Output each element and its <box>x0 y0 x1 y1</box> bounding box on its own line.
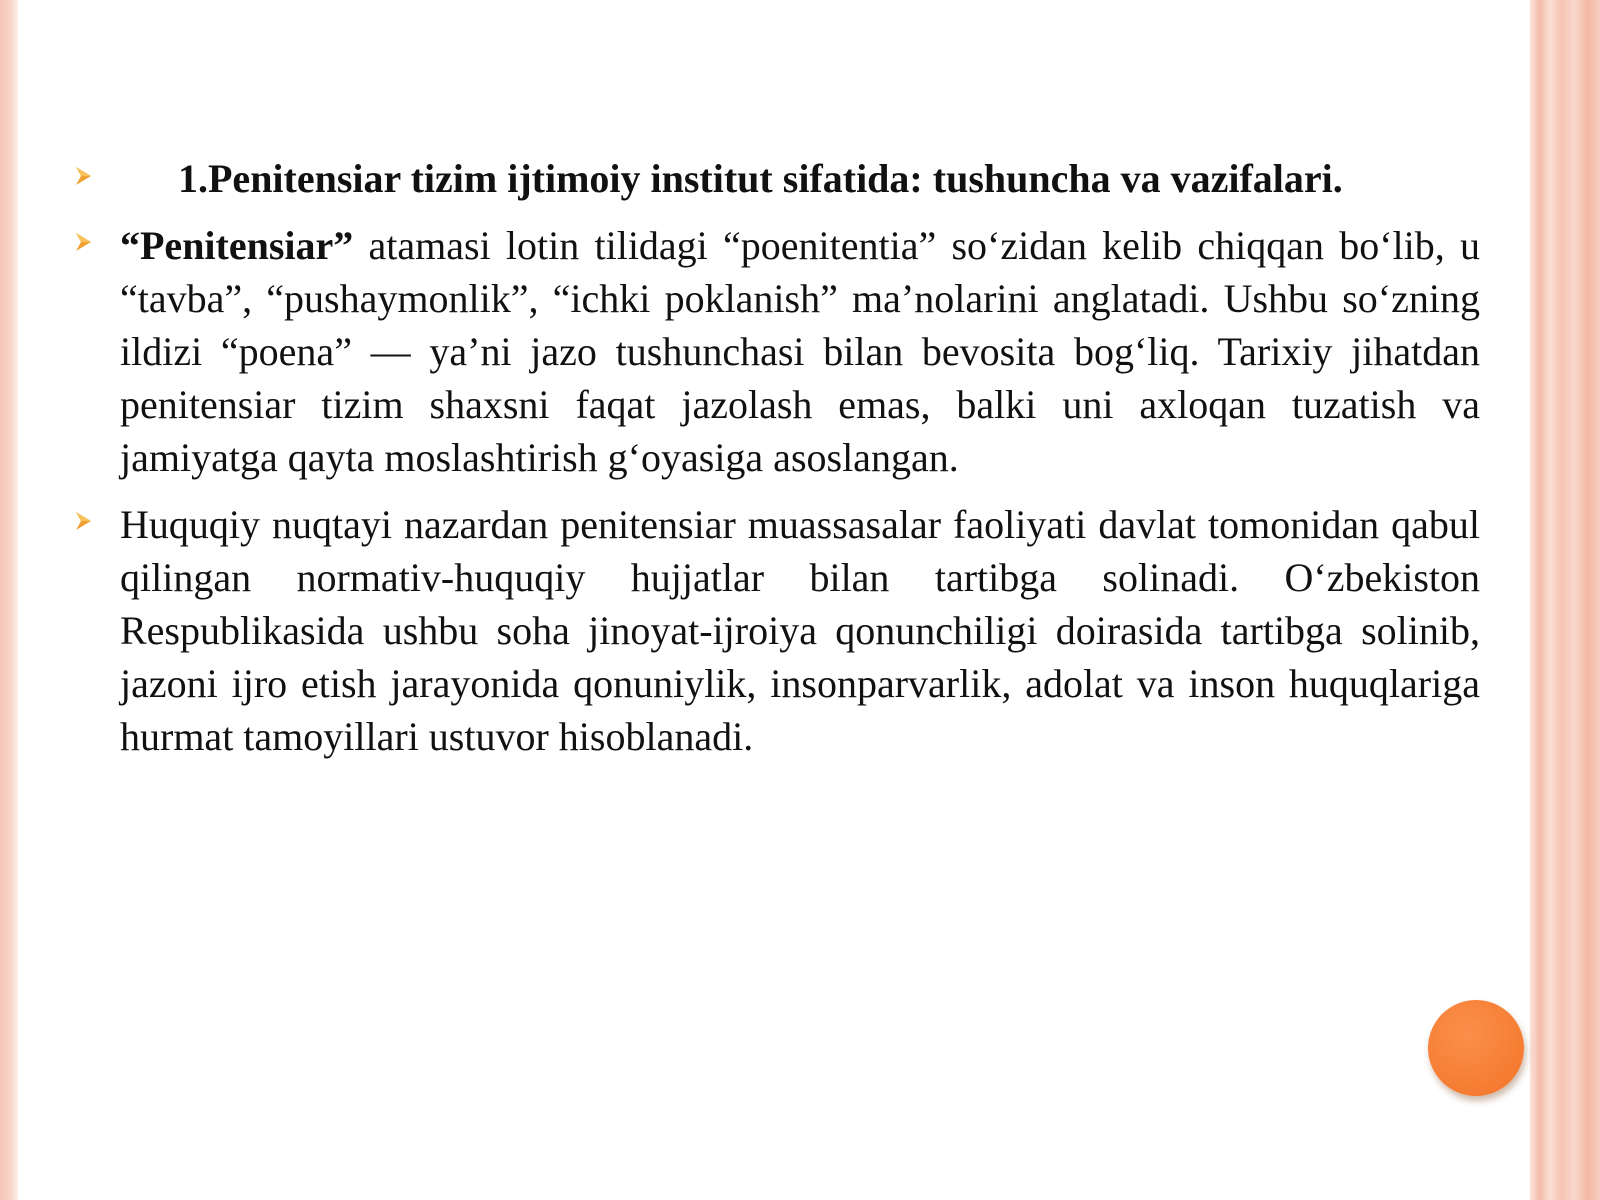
paragraph-1 <box>70 219 1480 484</box>
paragraph-1-bold-lead: “Penitensiar” <box>120 223 354 268</box>
arrowhead-bullet-icon <box>74 510 92 532</box>
arrowhead-bullet-icon <box>74 165 92 187</box>
paragraph-2 <box>70 498 1480 763</box>
arrowhead-bullet-icon <box>74 231 92 253</box>
left-decorative-border <box>0 0 18 1200</box>
right-decorative-border <box>1530 0 1600 1200</box>
orange-circle-decoration <box>1428 1000 1524 1096</box>
paragraph-2-text: Huquqiy nuqtayi nazardan penitensiar muassasalar faoliyati davlat tomonidan qabul qilingan normativ-huquqiy hujjatlar bilan tartibga solinadi. O‘zbekiston Respublikasida ushbu soha jinoyat-ijroiya qonunchiligi doirasida tartibga solinib, jazoni ijro etish jarayonida qonuniylik, insonparvarlik, adolat va inson huquqlariga hurmat tamoyillari ustuvor hisoblanadi. <box>120 502 1480 759</box>
paragraph-1-text: atamasi lotin tilidagi “poenitentia” so‘zidan kelib chiqqan bo‘lib, u “tavba”, “pushaymonlik”, “ichki poklanish” ma’nolarini anglatadi. Ushbu so‘zning ildizi “poena” — ya’ni jazo tushunchasi bilan bevosita bog‘liq. Tarixiy jihatdan penitensiar tizim shaxsni faqat jazolash emas, balki uni axloqan tuzatish va jamiyatga qayta moslashtirish g‘oyasiga asoslangan. <box>120 223 1480 480</box>
slide-heading <box>70 155 1480 203</box>
heading-text: 1.Penitensiar tizim ijtimoiy institut sifatida: tushuncha va vazifalari. <box>178 156 1343 201</box>
slide-content <box>70 155 1480 777</box>
